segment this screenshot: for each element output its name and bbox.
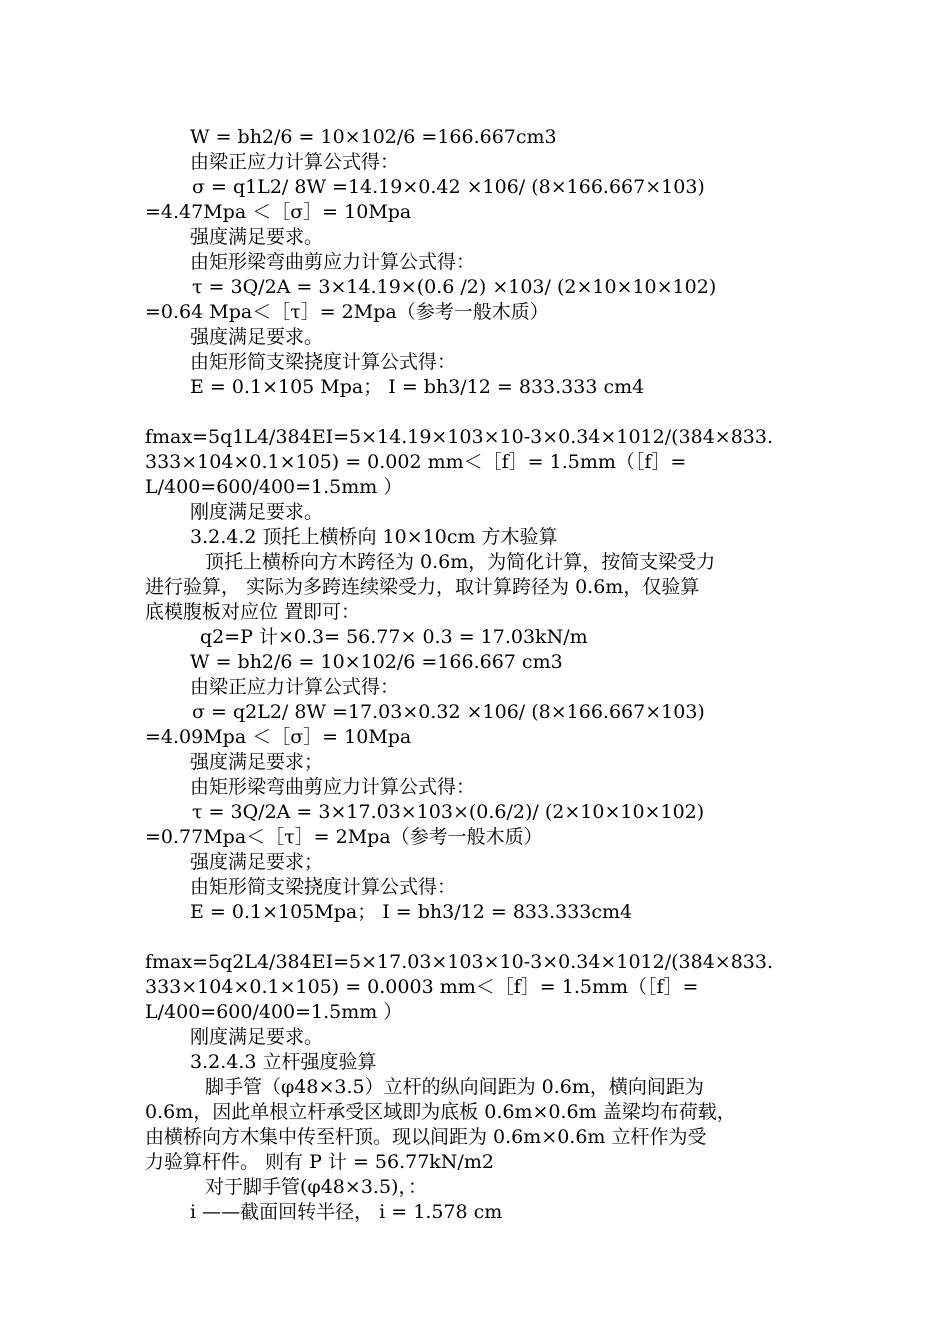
- formula-line: σ = q1L2/ 8W =14.19×0.42 ×106/ (8×166.667×103): [192, 176, 705, 198]
- formula-line: E = 0.1×105 Mpa； I = bh3/12 = 833.333 cm4: [190, 376, 645, 398]
- section-heading: 3.2.4.2 顶托上横桥向 10×10cm 方木验算: [190, 526, 558, 548]
- formula-line: =0.64 Mpa＜［τ］= 2Mpa（参考一般木质）: [145, 301, 549, 323]
- text-line: 强度满足要求。: [190, 326, 324, 348]
- text-line: 刚度满足要求。: [190, 501, 324, 523]
- paragraph-line: 脚手管（φ48×3.5）立杆的纵向间距为 0.6m，横向间距为: [205, 1076, 704, 1098]
- paragraph-line: 0.6m，因此单根立杆承受区域即为底板 0.6m×0.6m 盖梁均布荷载，: [145, 1101, 736, 1123]
- formula-line: E = 0.1×105Mpa； I = bh3/12 = 833.333cm4: [190, 901, 633, 923]
- text-line: 强度满足要求；: [190, 851, 324, 873]
- text-line: 对于脚手管(φ48×3.5)，：: [205, 1176, 427, 1198]
- formula-line: fmax=5q1L4/384EI=5×14.19×103×10-3×0.34×1012/(384×833.: [145, 426, 774, 448]
- formula-line: =0.77Mpa＜［τ］= 2Mpa（参考一般木质）: [145, 826, 543, 848]
- formula-line: 333×104×0.1×105) = 0.002 mm＜［f］= 1.5mm（［f］=: [145, 451, 687, 473]
- text-line: W = bh2/6 = 10×102/6 =166.667cm3: [190, 126, 557, 148]
- section-heading: 3.2.4.3 立杆强度验算: [190, 1051, 377, 1073]
- paragraph-line: 力验算杆件。 则有 P 计 = 56.77kN/m2: [145, 1151, 494, 1173]
- text-line: i ——截面回转半径， i = 1.578 cm: [190, 1201, 503, 1223]
- text-line: 由梁正应力计算公式得：: [190, 151, 400, 173]
- paragraph-line: 底模腹板对应位 置即可：: [145, 601, 361, 623]
- formula-line: L/400=600/400=1.5mm ）: [145, 476, 403, 498]
- text-line: 由矩形梁弯曲剪应力计算公式得：: [190, 251, 476, 273]
- text-line: 由梁正应力计算公式得：: [190, 676, 400, 698]
- formula-line: τ = 3Q/2A = 3×17.03×103×(0.6/2)/ (2×10×10×102): [192, 801, 705, 823]
- formula-line: σ = q2L2/ 8W =17.03×0.32 ×106/ (8×166.667×103): [192, 701, 705, 723]
- text-line: 由矩形简支梁挠度计算公式得：: [190, 876, 457, 898]
- text-line: 由矩形梁弯曲剪应力计算公式得：: [190, 776, 476, 798]
- paragraph-line: 由横桥向方木集中传至杆顶。现以间距为 0.6m×0.6m 立杆作为受: [145, 1126, 707, 1148]
- formula-line: W = bh2/6 = 10×102/6 =166.667 cm3: [190, 651, 563, 673]
- formula-line: 333×104×0.1×105) = 0.0003 mm＜［f］= 1.5mm（［f］=: [145, 976, 699, 998]
- formula-line: L/400=600/400=1.5mm ）: [145, 1001, 403, 1023]
- formula-line: τ = 3Q/2A = 3×14.19×(0.6 /2) ×103/ (2×10×10×102): [192, 276, 717, 298]
- formula-line: q2=P 计×0.3= 56.77× 0.3 = 17.03kN/m: [200, 626, 588, 648]
- formula-line: =4.47Mpa ＜［σ］= 10Mpa: [145, 201, 412, 223]
- text-line: 强度满足要求。: [190, 226, 324, 248]
- text-line: 强度满足要求；: [190, 751, 324, 773]
- paragraph-line: 顶托上横桥向方木跨径为 0.6m，为简化计算，按简支梁受力: [205, 551, 716, 573]
- paragraph-line: 进行验算， 实际为多跨连续梁受力，取计算跨径为 0.6m，仅验算: [145, 576, 700, 598]
- formula-line: =4.09Mpa ＜［σ］= 10Mpa: [145, 726, 412, 748]
- text-line: 由矩形简支梁挠度计算公式得：: [190, 351, 457, 373]
- text-line: 刚度满足要求。: [190, 1026, 324, 1048]
- formula-line: fmax=5q2L4/384EI=5×17.03×103×10-3×0.34×1012/(384×833.: [145, 951, 774, 973]
